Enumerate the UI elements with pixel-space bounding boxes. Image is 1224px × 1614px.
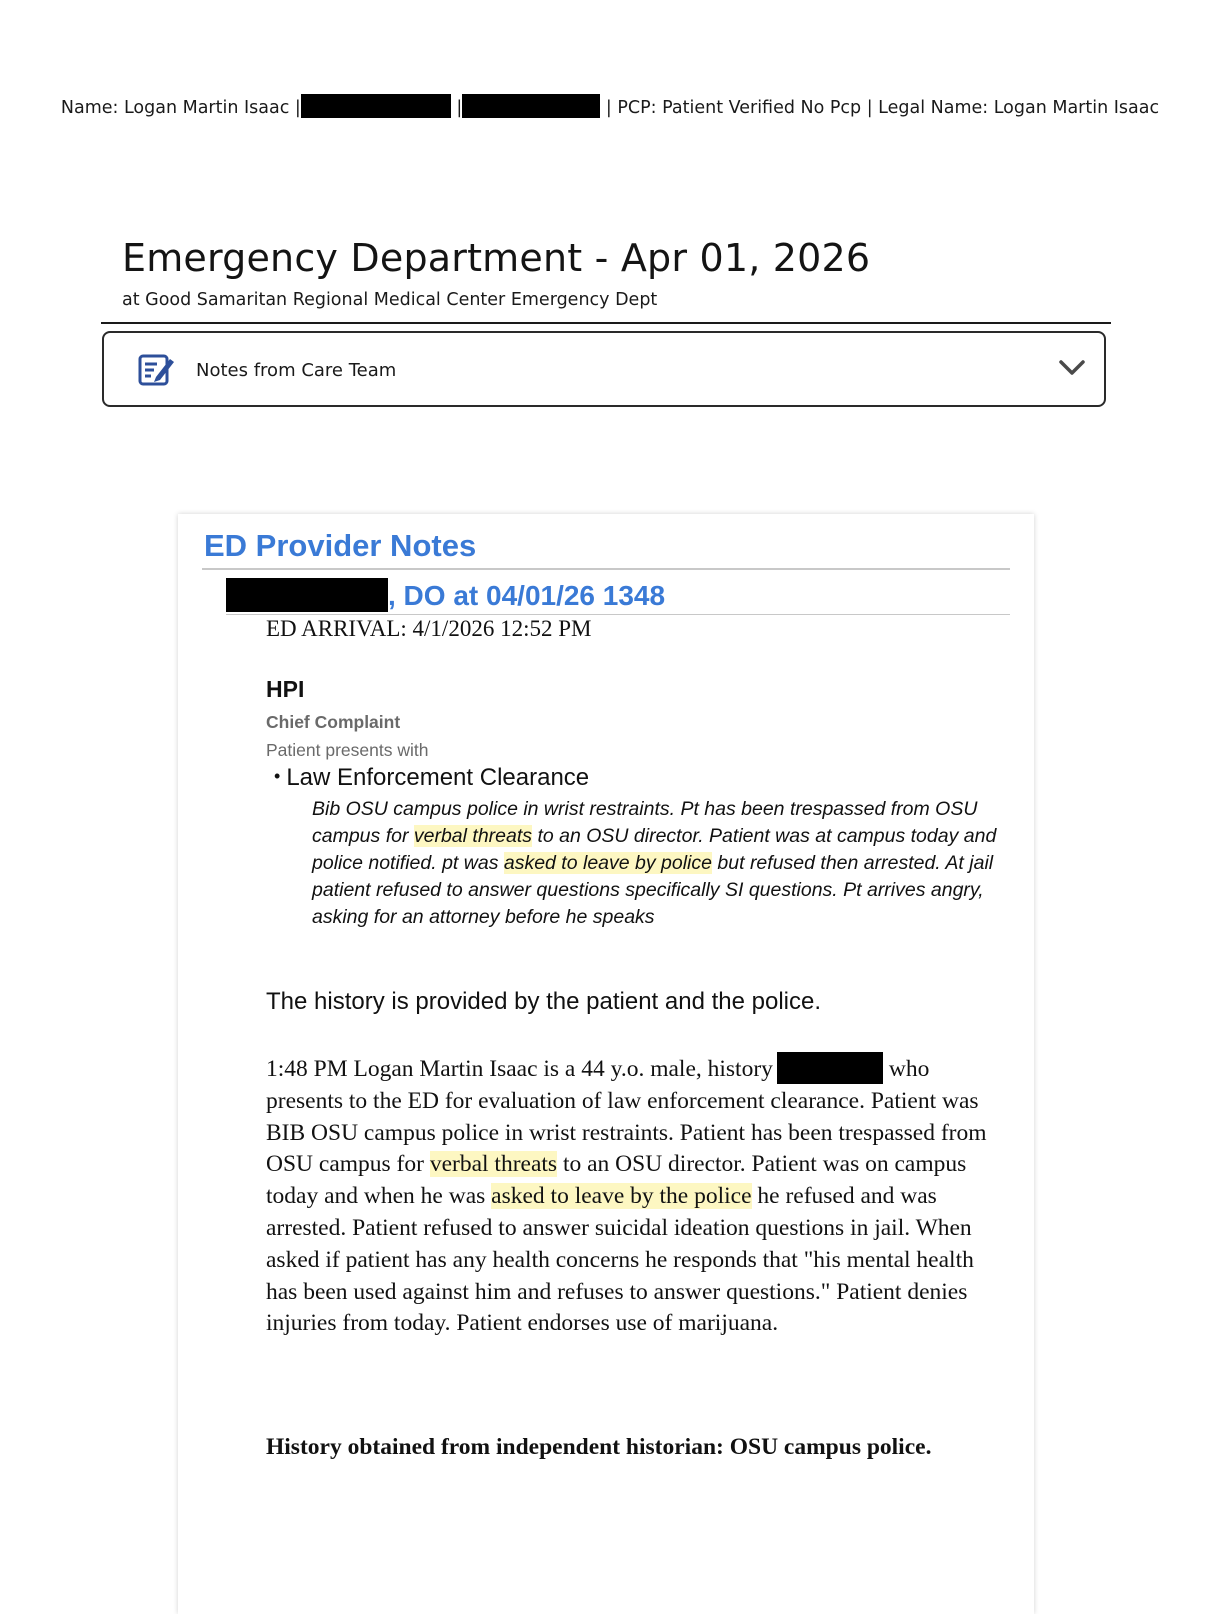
text-segment: to an OSU director. Patient was on campus today and when he was — [266, 1151, 967, 1210]
redaction-bar — [777, 1052, 883, 1084]
author-credentials: , DO at 04/01/26 1348 — [388, 580, 666, 611]
highlight: asked to leave by the police — [491, 1183, 752, 1210]
patient-details: | PCP: Patient Verified No Pcp | Legal Name: Logan Martin Isaac — [605, 98, 1160, 118]
bullet-icon: • — [274, 766, 281, 786]
edit-note-icon — [138, 353, 176, 387]
text-segment: but refused then arrested. At jail patient refused to answer questions specifically SI questions. Pt arrives angry, asking for an attorney before he speaks — [312, 852, 994, 928]
redaction-bar — [226, 578, 388, 612]
chief-complaint — [274, 764, 589, 792]
chief-complaint-label: Chief Complaint — [266, 712, 401, 732]
highlight: verbal threats — [413, 825, 533, 847]
text-segment: he refused and was arrested. Patient refused to answer suicidal ideation questions in jail. When asked if patient has any health concerns he responds that "his mental health has been used against him and refuses to answer questions." Patient denies injuries from today. Patient endorses use of marijuana. — [266, 1183, 974, 1337]
redaction-bar — [462, 94, 600, 118]
ed-arrival: ED ARRIVAL: 4/1/2026 12:52 PM — [266, 616, 592, 641]
chevron-down-icon[interactable] — [1058, 359, 1086, 377]
text-segment: to an OSU director. Patient was at campus today and police notified. pt was — [312, 825, 997, 874]
patient-name: Name: Logan Martin Isaac | — [60, 98, 301, 118]
complaint-description — [312, 796, 1012, 931]
divider — [226, 614, 1010, 615]
complaint-text: Law Enforcement Clearance — [286, 764, 590, 791]
notes-from-care-team-toggle[interactable] — [102, 331, 1106, 407]
redaction-bar — [301, 94, 451, 118]
page-title: Emergency Department - Apr 01, 2026 — [122, 236, 871, 280]
hpi-heading: HPI — [266, 676, 305, 702]
provider-notes-title: ED Provider Notes — [204, 528, 477, 563]
presents-with-label: Patient presents with — [266, 740, 429, 760]
provider-notes-card — [178, 514, 1034, 1614]
text-segment: Bib OSU campus police in wrist restraints. Pt has been trespassed from OSU campus for — [312, 798, 978, 847]
highlight: asked to leave by police — [503, 852, 712, 874]
independent-historian: History obtained from independent historian: OSU campus police. — [266, 1434, 932, 1460]
banner-separator: | — [456, 98, 463, 118]
encounter-location: at Good Samaritan Regional Medical Center Emergency Dept — [122, 290, 658, 310]
text-segment: 1:48 PM Logan Martin Isaac is a 44 y.o. male, history — [266, 1056, 773, 1082]
history-source: The history is provided by the patient and the police. — [266, 988, 821, 1015]
highlight: verbal threats — [429, 1151, 558, 1178]
divider — [202, 568, 1010, 570]
notes-section-label: Notes from Care Team — [196, 360, 397, 381]
hpi-narrative — [266, 1052, 1006, 1340]
text-segment: who presents to the ED for evaluation of law enforcement clearance. Patient was BIB OSU campus police in wrist restraints. Patient has been trespassed from OSU campus for — [266, 1056, 987, 1178]
patient-banner — [60, 94, 1160, 122]
note-author — [226, 578, 665, 612]
divider — [101, 322, 1111, 324]
